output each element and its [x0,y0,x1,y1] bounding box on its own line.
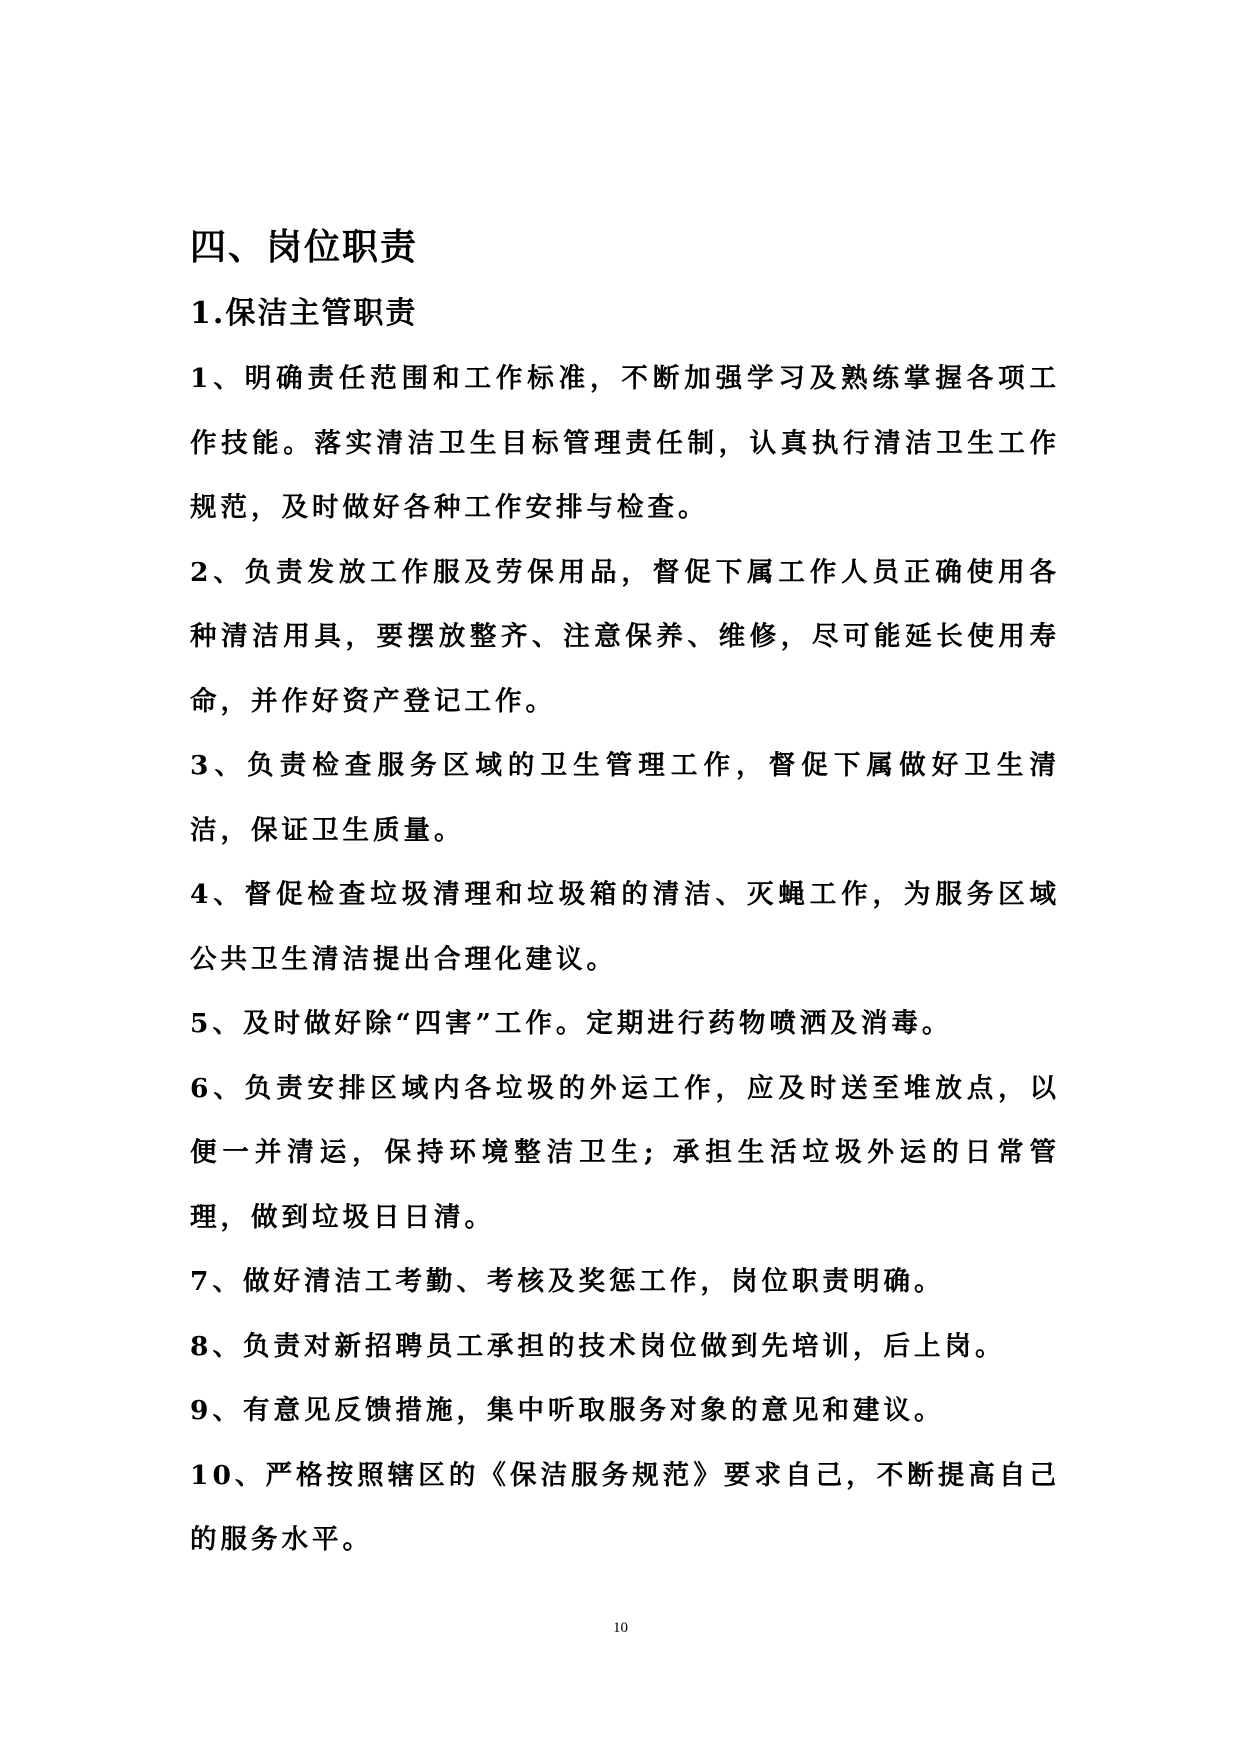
duty-item-10: 10、严格按照辖区的《保洁服务规范》要求自己，不断提高自己的服务水平。 [190,1459,1060,1555]
duty-item-5: 5、及时做好除“四害”工作。定期进行药物喷洒及消毒。 [190,1008,953,1039]
duty-item-8: 8、负责对新招聘员工承担的技术岗位做到先培训，后上岗。 [190,1330,1006,1362]
duty-item-7: 7、做好清洁工考勤、考核及奖惩工作，岗位职责明确。 [190,1266,945,1297]
duty-item-1: 1、明确责任范围和工作标准，不断加强学习及熟练掌握各项工作技能。落实清洁卫生目标管理责任制，认真执行清洁卫生工作规范，及时做好各种工作安排与检查。 [190,363,1060,523]
section-heading: 四、岗位职责 [190,227,419,268]
duty-item-4: 4、督促检查垃圾清理和垃圾箱的清洁、灭蝇工作，为服务区域公共卫生清洁提出合理化建议。 [190,879,1060,975]
duty-item-6: 6、负责安排区域内各垃圾的外运工作，应及时送至堆放点，以便一并清运，保持环境整洁卫生; 承担生活垃圾外运的日常管理，做到垃圾日日清。 [190,1072,1060,1233]
sub-heading: 1.保洁主管职责 [190,296,418,331]
duty-item-3: 3、负责检查服务区域的卫生管理工作，督促下属做好卫生清洁，保证卫生质量。 [190,750,1060,846]
duty-item-9: 9、有意见反馈措施，集中听取服务对象的意见和建议。 [190,1395,945,1426]
page-number: 10 [613,1620,628,1636]
page-content [190,215,1060,1573]
duty-item-2: 2、负责发放工作服及劳保用品，督促下属工作人员正确使用各种清洁用具，要摆放整齐、注意保养、维修，尽可能延长使用寿命，并作好资产登记工作。 [190,556,1060,717]
